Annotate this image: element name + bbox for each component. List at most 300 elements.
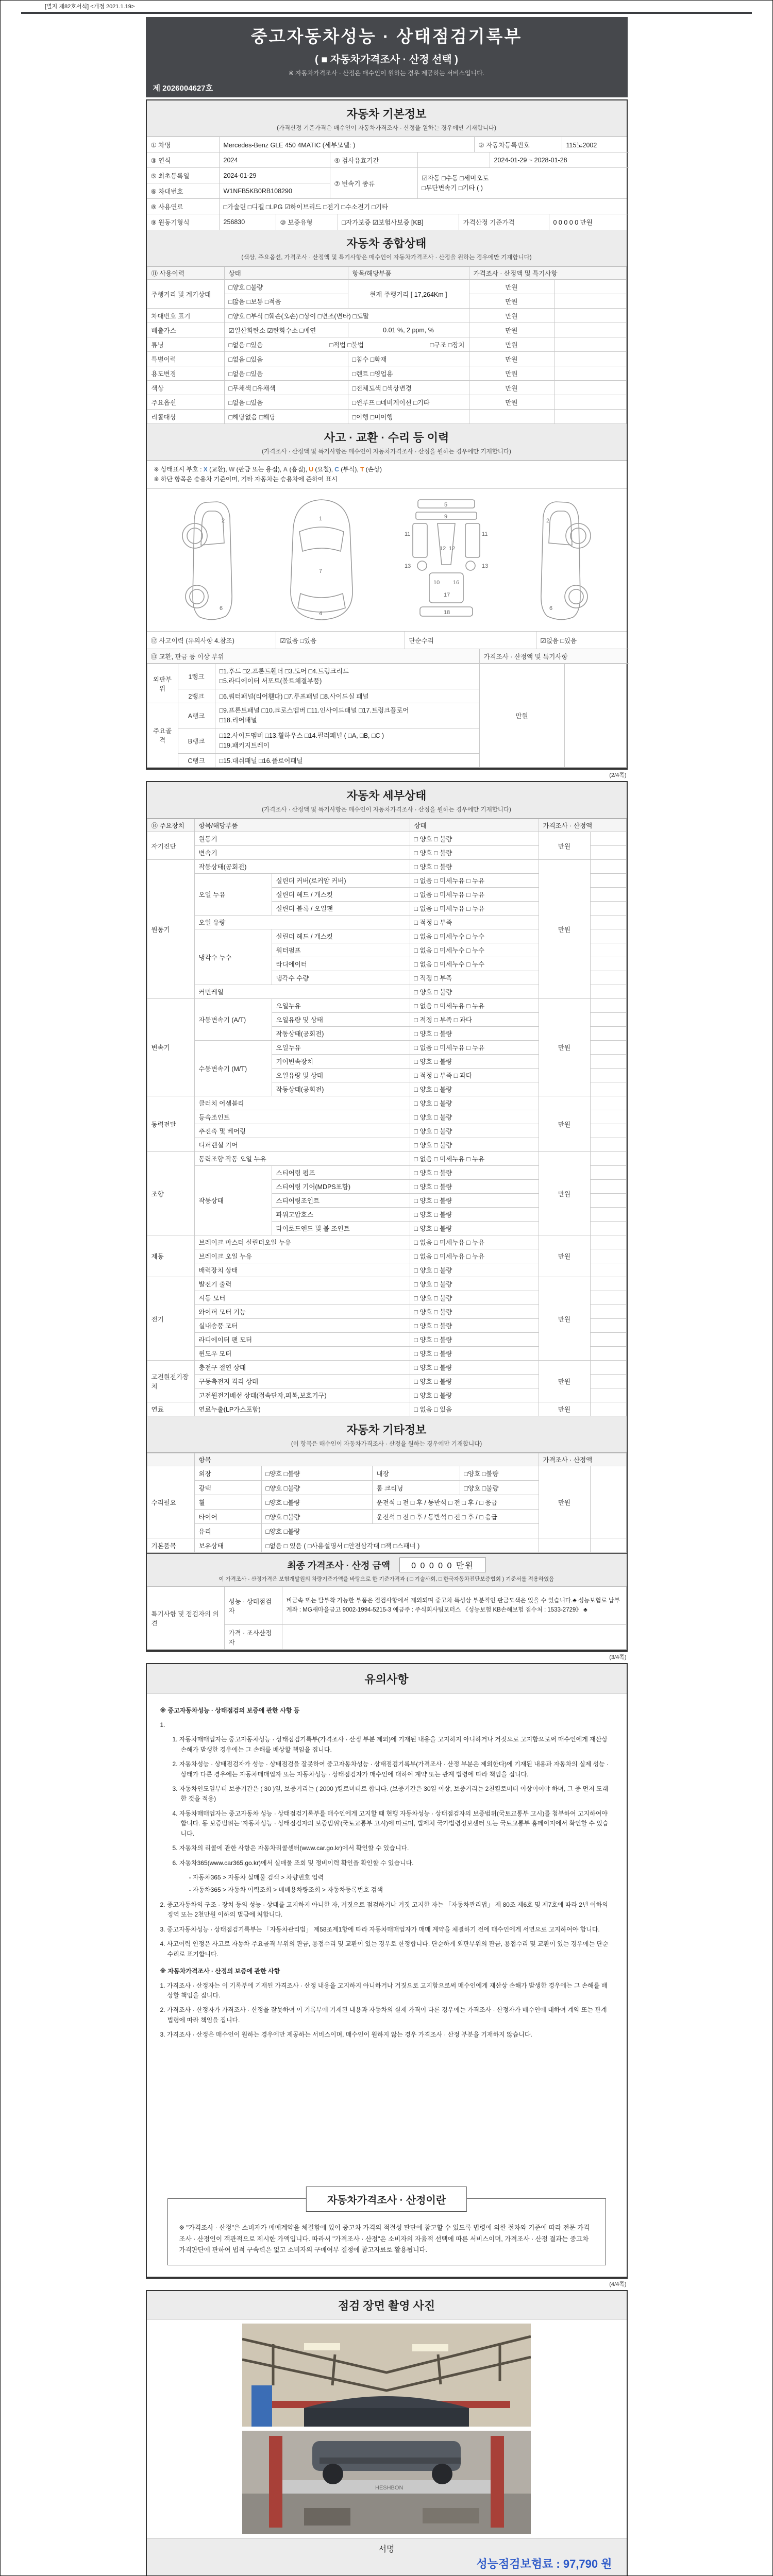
basic-info-table [147, 137, 627, 230]
polish-options[interactable]: □양호 □불량 [261, 1481, 372, 1495]
option-row [147, 395, 626, 410]
part-label: 기어변속장치 [272, 1055, 410, 1069]
code-t: T [360, 466, 364, 473]
subgroup-coolant-leak: 냉각수 누수 [194, 929, 272, 985]
room-cleaning-label: 룸 크리닝 [372, 1481, 460, 1495]
price-cell: 만원 [469, 337, 554, 352]
state-code-line: ※ 상태표시 부호 : X (교환), W (판금 또는 용접), A (흠집), U (요철), C (부식), T (손상) [154, 466, 382, 473]
group-steering: 조향 [147, 1152, 194, 1235]
part-label: 실린더 블록 / 오일팬 [272, 902, 410, 916]
transmission-options-line1[interactable]: ☑자동 □수동 □세미오토 [422, 174, 489, 182]
note-cell [590, 1263, 626, 1277]
tire-label: 타이어 [194, 1510, 261, 1524]
final-price-amount: 0 0 0 0 0 만원 [399, 1557, 486, 1572]
frame-group: 주요골격 [147, 703, 178, 768]
price-cell: 만원 [539, 1361, 590, 1402]
accident-history-subtitle: (가격조사 · 산정액 및 특기사항은 매수인이 자동차가격조사 · 산정을 원하는 경우에만 기재합니다) [262, 448, 511, 455]
part-label: 냉각수 수량 [272, 971, 410, 985]
inspection-photo-underbody [242, 2431, 531, 2534]
notice-item2: 2. 중고자동차의 구조 · 장치 등의 성능 · 상태를 고지하지 아니한 자, 거짓으로 점검하거나 거짓 고지한 자는 「자동차관리법」 제 80조 제6호 및 제7호에 따라 2년 이하의 징역 또는 2천만원 이하의 벌금에 처합니다. [160, 1901, 608, 1919]
note-cell [590, 1096, 626, 1110]
part-label: 브레이크 오일 누유 [194, 1249, 410, 1263]
note-cell [554, 381, 626, 395]
panel-rank-table [147, 664, 627, 768]
group-self-diagnosis: 자기진단 [147, 832, 194, 860]
rankA-options[interactable]: □9.프론트패널 □10.크로스멤버 □11.인사이드패널 □17.트렁크플로어 □18.리어패널 [215, 703, 479, 728]
part-label: 추진축 및 베어링 [194, 1124, 410, 1138]
vin-value: W1NFB5KB0RB108290 [219, 183, 330, 199]
status-options[interactable]: □ 적정 □ 부족 □ 과다 [410, 1069, 539, 1082]
status-options[interactable]: □ 없음 □ 미세누유 □ 누유 [410, 1235, 539, 1249]
price-survey-select-line: ( ■ 자동차가격조사 · 산정 선택 ) [315, 54, 458, 65]
status-options[interactable]: □ 없음 □ 미세누유 □ 누유 [410, 1249, 539, 1263]
rankB-label: B랭크 [178, 728, 215, 754]
status-options[interactable]: □ 양호 □ 불량 [410, 1361, 539, 1375]
group-fuel: 연료 [147, 1402, 194, 1416]
engine-type-value: 256830 [219, 214, 276, 230]
detail-state-header [147, 782, 627, 819]
interior-options[interactable]: □양호 □불량 [460, 1466, 539, 1481]
price-cell [539, 1538, 590, 1553]
rank2-options[interactable]: □6.쿼터패널(리어휀다) □7.루프패널 □8.사이드실 패널 [215, 689, 479, 703]
svg-text:16: 16 [453, 580, 460, 586]
note-cell [590, 1466, 626, 1538]
notice-item: 6. 자동차365(www.car365.go.kr)에서 실매물 조회 및 정비이력 확인을 확인할 수 있습니다. [172, 1859, 414, 1867]
part-header: 항목/해당부품 [348, 267, 469, 280]
inspector-label: 성능 · 상태점검자 [224, 1587, 282, 1625]
usage-change-kind[interactable]: □렌트 □영업용 [348, 366, 469, 381]
top-divider [21, 12, 752, 14]
note-cell [590, 1305, 626, 1319]
signature-title: 서명 [378, 2545, 395, 2554]
status-options[interactable]: □ 없음 □ 미세누유 □ 누유 [410, 999, 539, 1013]
status-options[interactable]: □ 양호 □ 불량 [410, 1291, 539, 1305]
status-options[interactable]: □ 없음 □ 미세누수 □ 누수 [410, 943, 539, 957]
note-cell [554, 337, 626, 352]
note-cell [590, 1402, 626, 1416]
reg-number-value: 115노2002 [562, 137, 629, 152]
note-cell [590, 888, 626, 902]
note-cell [554, 280, 626, 294]
status-options[interactable]: □ 없음 □ 미세누수 □ 누수 [410, 957, 539, 971]
panel-photos [146, 2290, 628, 2576]
reg-number-label: ② 자동차등록번호 [474, 137, 562, 152]
appraiser-opinion-text [282, 1625, 626, 1650]
final-price-band [147, 1553, 627, 1586]
price-cell: 만원 [469, 309, 554, 323]
svg-text:4: 4 [318, 611, 322, 617]
warranty-options[interactable]: □자가보증 ☑보험사보증 [KB] [338, 214, 459, 230]
part-label: 충전구 절연 상태 [194, 1361, 410, 1375]
status-options[interactable]: □ 양호 □ 불량 [410, 1138, 539, 1152]
notice-item: 1. 가격조사 · 산정자는 이 기록부에 기재된 가격조사 · 산정 내용을 고지하지 아니하거나 거짓으로 고지함으로써 매수인에게 재산상 손해가 발생한 경우에는 그 손해를 배상할 책임을 집니다. [160, 1981, 608, 1999]
note-cell [590, 1082, 626, 1096]
tuning-label: 튜닝 [147, 337, 224, 352]
other-info-header [147, 1416, 627, 1453]
simple-repair-label: 단순수리 [405, 632, 536, 649]
part-label: 클러치 어셈블리 [194, 1096, 410, 1110]
note-cell [590, 860, 626, 874]
note-cell [590, 1194, 626, 1208]
inspection-photo-ceiling [242, 2324, 531, 2427]
color-label: 색상 [147, 381, 224, 395]
part-label: 고전원전기배선 상태(접속단자,피복,보호기구) [194, 1388, 410, 1402]
part-label: 실린더 헤드 / 개스킷 [272, 929, 410, 943]
svg-text:18: 18 [444, 609, 450, 616]
svg-text:11: 11 [482, 531, 488, 538]
mileage-row-1 [147, 280, 626, 294]
note-cell [590, 1235, 626, 1249]
note-cell [590, 1361, 626, 1375]
group-brake: 제동 [147, 1235, 194, 1277]
status-options[interactable]: □ 없음 □ 미세누수 □ 누수 [410, 929, 539, 943]
part-label: 타이로드엔드 및 볼 조인트 [272, 1222, 410, 1235]
special-history-exist[interactable]: □없음 □있음 [224, 352, 348, 366]
option-exist[interactable]: □없음 □있음 [224, 395, 348, 410]
service-note: ※ 자동차가격조사 · 산정은 매수인이 원하는 경우 제공하는 서비스입니다. [288, 70, 485, 77]
base-price-label: 가격산정 기준가격 [459, 214, 549, 230]
price-cell: 만원 [469, 352, 554, 366]
accident-flag-label: ⑫ 사고이력 (유의사항 4.참조) [147, 632, 276, 649]
status-options[interactable]: □ 양호 □ 불량 [410, 1222, 539, 1235]
car-name-label: ① 차명 [147, 137, 219, 152]
svg-text:HESHBON: HESHBON [375, 2485, 404, 2492]
note-cell [590, 902, 626, 916]
note-cell [590, 1110, 626, 1124]
blank-header [147, 1453, 194, 1466]
price-header: 가격조사 · 산정액 [539, 1453, 626, 1466]
status-options[interactable]: □ 양호 □ 불량 [410, 1110, 539, 1124]
part-label: 작동상태(공회전) [272, 1082, 410, 1096]
status-options[interactable]: □ 양호 □ 불량 [410, 1375, 539, 1388]
glass-options[interactable]: □양호 □불량 [261, 1524, 539, 1538]
recall-target[interactable]: □해당없음 □해당 [224, 410, 348, 424]
group-engine: 원동기 [147, 860, 194, 999]
note-cell [590, 1319, 626, 1333]
basic-row-fuel [147, 199, 627, 214]
color-kind[interactable]: □무채색 □유채색 [224, 381, 348, 395]
price-cell: 만원 [539, 1466, 590, 1538]
special-history-kind[interactable]: □침수 □화재 [348, 352, 469, 366]
spacer-cell [417, 152, 490, 168]
part-label: 오일누유 [272, 1041, 410, 1055]
page-marker-2: (2/4쪽) [609, 772, 627, 779]
part-label: 오일유량 및 상태 [272, 1069, 410, 1082]
panel-page2 [146, 781, 628, 1652]
notice-item1-no: 1. [160, 1721, 165, 1728]
group-repair-needed: 수리필요 [147, 1466, 194, 1538]
overall-state-title: 자동차 종합상태 [346, 236, 427, 250]
svg-text:2: 2 [546, 518, 550, 524]
status-options[interactable]: □ 양호 □ 불량 [410, 1388, 539, 1402]
tuning-options[interactable] [224, 337, 469, 352]
wheel-position-options[interactable]: 운전석 □ 전 □ 후 / 동반석 □ 전 □ 후 / □ 응급 [372, 1495, 539, 1510]
status-options[interactable]: □ 양호 □ 불량 [410, 1055, 539, 1069]
page-marker-3: (3/4쪽) [609, 1654, 627, 1661]
status-options[interactable]: □ 양호 □ 불량 [410, 1194, 539, 1208]
panel-page1 [146, 99, 628, 770]
tuning-kind[interactable]: □구조 □장치 [430, 341, 465, 349]
status-options[interactable]: □ 양호 □ 불량 [410, 1096, 539, 1110]
car-frame-diagram[interactable] [397, 496, 495, 624]
rank1-label: 1랭크 [178, 664, 215, 689]
masthead [146, 17, 628, 97]
part-label: 원동기 [194, 832, 410, 846]
car-side-right-diagram[interactable] [528, 496, 605, 624]
status-options[interactable]: □ 없음 □ 미세누유 □ 누유 [410, 888, 539, 902]
group-electric: 전기 [147, 1277, 194, 1361]
car-top-diagram[interactable] [278, 496, 365, 624]
fuel-options[interactable]: □가솔린 □디젤 □LPG ☑하이브리드 □전기 □수소전기 □기타 [219, 199, 629, 214]
part-label: 스티어링 기어(MDPS포함) [272, 1180, 410, 1194]
svg-text:1: 1 [318, 516, 322, 522]
status-options[interactable]: □ 양호 □ 불량 [410, 1166, 539, 1180]
status-header: 상태 [224, 267, 348, 280]
group-high-voltage: 고전원전기장치 [147, 1361, 194, 1402]
note-cell [590, 957, 626, 971]
accident-flag-options[interactable]: ☑없음 □있음 [276, 632, 405, 649]
svg-text:9: 9 [444, 514, 448, 520]
photo-section-header [147, 2291, 627, 2319]
mileage-status-2[interactable]: □많음 □보통 □적음 [224, 294, 348, 309]
exterior-options[interactable]: □양호 □불량 [261, 1466, 372, 1481]
status-options[interactable]: □ 양호 □ 불량 [410, 985, 539, 999]
transmission-options-line2[interactable]: □무단변속기 □기타 ( ) [422, 184, 483, 192]
svg-text:13: 13 [405, 563, 411, 570]
tuning-legal[interactable]: □적법 □불법 [329, 341, 364, 349]
notice-item4: 4. 사고이력 인정은 사고로 자동차 주요골격 부위의 판금, 용접수리 및 교환이 있는 경우로 한정합니다. 단순하게 외판부위의 판금, 용접수리 및 교환이 있는 경우에는 단순수리로 표기합니다. [160, 1940, 609, 1958]
part-label: 시동 모터 [194, 1291, 410, 1305]
part-label: 변속기 [194, 846, 410, 860]
wheel-label: 휠 [194, 1495, 261, 1510]
note-cell [590, 1291, 626, 1305]
svg-text:17: 17 [444, 592, 450, 599]
emission-label: 배출가스 [147, 323, 224, 337]
status-options[interactable]: □ 양호 □ 불량 [410, 846, 539, 860]
photo-area [147, 2319, 627, 2538]
subgroup-mt: 수동변속기 (M/T) [194, 1041, 272, 1096]
definition-text: ※ "가격조사 · 산정"은 소비자가 매매계약을 체결함에 있어 중고차 가격의 적절성 판단에 참고할 수 있도록 법령에 의한 절차와 기준에 따라 전문 가격조사 · 산정인이 객관적으로 제시한 가액입니다. 따라서 "가격조사 · 산정"은 소비자의 자율적 선택에 따른 서비스이며, 가격조사 · 산정 결과는 중고차 가격판단에 관하여 법적 구속력은 없고 소비자의 구매여부 결정에 참고자료로 활용됩니다. [179, 2224, 590, 2253]
rank-price-cell: 만원 [479, 664, 564, 768]
status-options[interactable]: □ 없음 □ 미세누유 □ 누유 [410, 1041, 539, 1055]
detail-state-title: 자동차 세부상태 [346, 789, 427, 802]
inspector-opinion-text: 비금속 또는 탈부착 가능한 부품은 점검사항에서 제외되며 중고차 특성상 부분적인 판금도색은 있을 수 있습니다.♣ 성능보험료 납부계좌 : MG새마을금고 9002-1994-5215-3 예금주 : 주식회사팀모터스 《성능보험 KB손해보험 접수처 : 1533-2729》 ♣ [282, 1587, 626, 1625]
vin-mark-options[interactable]: □양호 □부식 □훼손(오손) □상이 □변조(변타) □도말 [224, 309, 469, 323]
tuning-row [147, 337, 626, 352]
fuel-label: ⑧ 사용연료 [147, 199, 219, 214]
status-options[interactable]: □ 양호 □ 불량 [410, 1277, 539, 1291]
overall-state-table [147, 266, 627, 424]
status-options[interactable]: □ 없음 □ 미세누유 □ 누유 [410, 902, 539, 916]
svg-text:11: 11 [405, 531, 411, 538]
other-info-table [147, 1453, 627, 1553]
status-options[interactable]: □ 양호 □ 불량 [410, 1027, 539, 1041]
accident-history-title: 사고 · 교환 · 수리 등 이력 [324, 431, 449, 444]
status-options[interactable]: □ 양호 □ 불량 [410, 1319, 539, 1333]
part-label: 배력장치 상태 [194, 1263, 410, 1277]
notice-item: 4. 자동차매매업자는 중고자동차 성능 · 상태점검기록부를 매수인에게 고지할 때 현행 자동차성능 · 상태점검자의 보증범위(국토교통부 고시)를 첨부하여 고지하여야 합니다. 동 보증범위는 '자동차성능 · 상태점검자의 보증범위'(국토교통부 고시)에 따르며, 법제처 국가법령정보센터 또는 국토교통부 홈페이지에서 확인할 수 있습니다. [172, 1809, 609, 1837]
notice-item: 3. 가격조사 · 산정은 매수인이 원하는 경우에만 제공하는 서비스이며, 매수인이 원하지 않는 경우 가격조사 · 산정 부분을 기재하지 않습니다. [160, 2031, 532, 2039]
part-label: 작동상태(공회전) [272, 1027, 410, 1041]
rankA-label: A랭크 [178, 703, 215, 728]
part-label: 구동축전지 격리 상태 [194, 1375, 410, 1388]
photo-section-title: 점검 장면 촬영 사진 [338, 2299, 435, 2312]
note-cell [590, 1347, 626, 1361]
status-header: 상태 [410, 819, 539, 832]
note-cell [590, 916, 626, 929]
notice-item: 2. 가격조사 · 산정자가 가격조사 · 산정을 잘못하여 이 기록부에 기재된 내용과 자동차의 실제 가격이 다른 경우에는 가격조사 · 산정자가 매수인에 대하여 계약 또는 관계 법령에 따라 책임을 집니다. [160, 2006, 607, 2024]
possession-options[interactable]: □없음 □ 있음 ( □사용설명서 □안전삼각대 □잭 □스패너 ) [261, 1538, 539, 1553]
part-label: 실린더 헤드 / 개스킷 [272, 888, 410, 902]
simple-repair-options[interactable]: ☑없음 □있음 [536, 632, 629, 649]
emission-row [147, 323, 626, 337]
part-label: 와이퍼 모터 기능 [194, 1305, 410, 1319]
code-w: W [228, 466, 235, 473]
note-cell [554, 309, 626, 323]
price-cell: 만원 [539, 1402, 590, 1416]
svg-text:7: 7 [318, 568, 322, 575]
usage-change-label: 용도변경 [147, 366, 224, 381]
price-header: 가격조사 · 산정액 및 특기사항 [469, 267, 626, 280]
rank1-options[interactable]: □1.후드 □2.프론트휀더 □3.도어 □4.트렁크리드 □5.라디에이터 서포트(볼트체결부품) [215, 664, 479, 689]
note-cell [590, 1333, 626, 1347]
rankB-options[interactable]: □12.사이드멤버 □13.휠하우스 □14.필러패널 ( □A, □B, □C ) □19.패키지트레이 [215, 728, 479, 754]
exterior-label: 외장 [194, 1466, 261, 1481]
car-damage-diagrams [147, 489, 627, 632]
status-options[interactable]: □ 적정 □ 부족 [410, 971, 539, 985]
mileage-status-1[interactable]: □양호 □불량 [224, 280, 348, 294]
emission-options[interactable]: ☑일산화탄소 ☑탄화수소 □매연 [224, 323, 348, 337]
part-label: 오일누유 [272, 999, 410, 1013]
room-cleaning-options[interactable]: □양호 □불량 [460, 1481, 539, 1495]
recall-label: 리콜대상 [147, 410, 224, 424]
note-cell [590, 1138, 626, 1152]
price-cell [469, 410, 554, 424]
price-cell: 만원 [469, 395, 554, 410]
status-options[interactable]: □ 양호 □ 불량 [410, 832, 539, 846]
note-cell [590, 929, 626, 943]
option-kind[interactable]: □썬루프 □네비게이션 □기타 [348, 395, 469, 410]
basic-info-header [147, 100, 627, 137]
rankC-options[interactable]: □15.대쉬패널 □16.플로어패널 [215, 754, 479, 768]
part-label: 실린더 커버(로커암 커버) [272, 874, 410, 888]
note-cell [590, 1249, 626, 1263]
note-cell [590, 1375, 626, 1388]
state-code-legend [147, 461, 627, 489]
accident-flag-row [147, 632, 627, 649]
status-options[interactable]: □ 양호 □ 불량 [410, 1208, 539, 1222]
notice-sub-dash: - 자동차365 > 자동차 실매물 검색 > 차량번호 입력 [189, 1874, 324, 1882]
tire-position-options[interactable]: 운전석 □ 전 □ 후 / 동반석 □ 전 □ 후 / □ 응급 [372, 1510, 539, 1524]
car-side-left-diagram[interactable] [168, 496, 245, 624]
part-label: 라디에이터 팬 모터 [194, 1333, 410, 1347]
notice-header [147, 1664, 627, 1693]
status-options[interactable]: □ 양호 □ 불량 [410, 1124, 539, 1138]
status-options[interactable]: □ 양호 □ 불량 [410, 1082, 539, 1096]
usage-change-exist[interactable]: □없음 □있음 [224, 366, 348, 381]
model-year-value: 2024 [219, 152, 330, 168]
recall-done[interactable]: □이행 □미이행 [348, 410, 469, 424]
status-options[interactable]: □ 양호 □ 불량 [410, 1180, 539, 1194]
part-label: 동력조향 작동 오일 누유 [194, 1152, 410, 1166]
vin-mark-label: 차대번호 표기 [147, 309, 224, 323]
notice-item: 3. 자동차인도일부터 보증기간은 ( 30 )일, 보증거리는 ( 2000 )킬로미터로 합니다. (보증기간은 30일 이상, 보증거리는 2천킬로미터 이상이어야 하며, 그 중 먼저 도래한 것을 적용) [172, 1785, 609, 1803]
notice-group2-title: ※ 자동차가격조사 · 산정의 보증에 관한 사항 [160, 1968, 280, 1975]
opinion-head: 특기사항 및 점검자의 의견 [147, 1587, 224, 1650]
form-revision-note: [별지 제82호서식] <개정 2021.1.19> [45, 4, 135, 10]
tuning-exist[interactable]: □없음 □있음 [228, 341, 263, 349]
color-change[interactable]: □전체도색 □색상변경 [348, 381, 469, 395]
subgroup-at: 자동변속기 (A/T) [194, 999, 272, 1041]
status-options[interactable]: □ 없음 □ 미세누유 □ 누유 [410, 1152, 539, 1166]
group-transmission: 변속기 [147, 999, 194, 1096]
tire-options[interactable]: □양호 □불량 [261, 1510, 372, 1524]
transmission-options[interactable] [417, 168, 627, 199]
price-cell: 만원 [539, 832, 590, 860]
status-options[interactable]: □ 양호 □ 불량 [410, 1305, 539, 1319]
note-cell [590, 1055, 626, 1069]
rank2-label: 2랭크 [178, 689, 215, 703]
note-cell [590, 1222, 626, 1235]
status-options[interactable]: □ 적정 □ 부족 [410, 916, 539, 929]
note-cell [590, 1166, 626, 1180]
part-label: 발전기 출력 [194, 1277, 410, 1291]
status-options[interactable]: □ 적정 □ 부족 □ 과다 [410, 1013, 539, 1027]
price-cell: 만원 [539, 1152, 590, 1235]
color-row [147, 381, 626, 395]
exchange-header-row [147, 649, 627, 664]
base-price-value: 0 0 0 0 0 만원 [549, 214, 629, 230]
notice-item3: 3. 중고자동차성능 · 상태점검기록부는 「자동차관리법」 제58조제1항에 따라 자동차매매업자가 매매 계약을 체결하기 전에 매수인에게 서면으로 고지하여야 합니다. [160, 1925, 600, 1933]
part-label: 오일 유량 [194, 916, 410, 929]
emission-values: 0.01 %, 2 ppm, % [348, 323, 469, 337]
note-cell [590, 1208, 626, 1222]
wheel-options[interactable]: □양호 □불량 [261, 1495, 372, 1510]
notice-item: 1. 자동차매매업자는 중고자동차성능 · 상태점검기록부(가격조사 · 산정 부분 제외)에 기재된 내용을 고지하지 아니하거나 거짓으로 고지함으로써 매수인에게 재산상 손해가 발생한 경우에는 그 손해를 배상할 책임을 집니다. [172, 1736, 608, 1753]
price-cell: 만원 [469, 323, 554, 337]
status-options[interactable]: □ 없음 □ 있음 [410, 1402, 539, 1416]
status-options[interactable]: □ 없음 □ 미세누유 □ 누유 [410, 874, 539, 888]
note-cell [590, 1041, 626, 1055]
price-cell: 만원 [469, 294, 554, 309]
note-cell [590, 846, 626, 860]
part-label: 윈도우 모터 [194, 1347, 410, 1361]
other-info-subtitle: (이 항목은 매수인이 자동차가격조사 · 산정을 원하는 경우에만 기재합니다) [291, 1440, 482, 1447]
note-cell [590, 874, 626, 888]
part-label: 디퍼렌셜 기어 [194, 1138, 410, 1152]
price-cell: 만원 [539, 860, 590, 999]
use-history-header: ⑪ 사용이력 [147, 267, 224, 280]
part-label: 라디에이터 [272, 957, 410, 971]
first-reg-value: 2024-01-29 [219, 168, 330, 183]
svg-text:13: 13 [482, 563, 489, 570]
note-cell [590, 971, 626, 985]
status-options[interactable]: □ 양호 □ 불량 [410, 860, 539, 874]
outer-panel-group: 외판부위 [147, 664, 178, 703]
part-label: 등속조인트 [194, 1110, 410, 1124]
price-cell: 만원 [539, 999, 590, 1096]
note-cell [554, 410, 626, 424]
engine-type-label: ⑨ 원동기형식 [150, 219, 190, 226]
accident-history-header [147, 424, 627, 461]
final-price-title: 최종 가격조사 · 산정 금액 [287, 1560, 391, 1571]
status-options[interactable]: □ 양호 □ 불량 [410, 1333, 539, 1347]
svg-text:6: 6 [219, 605, 223, 612]
status-options[interactable]: □ 양호 □ 불량 [410, 1347, 539, 1361]
status-options[interactable]: □ 양호 □ 불량 [410, 1263, 539, 1277]
price-cell: 만원 [539, 1277, 590, 1361]
price-cell: 만원 [539, 1235, 590, 1277]
